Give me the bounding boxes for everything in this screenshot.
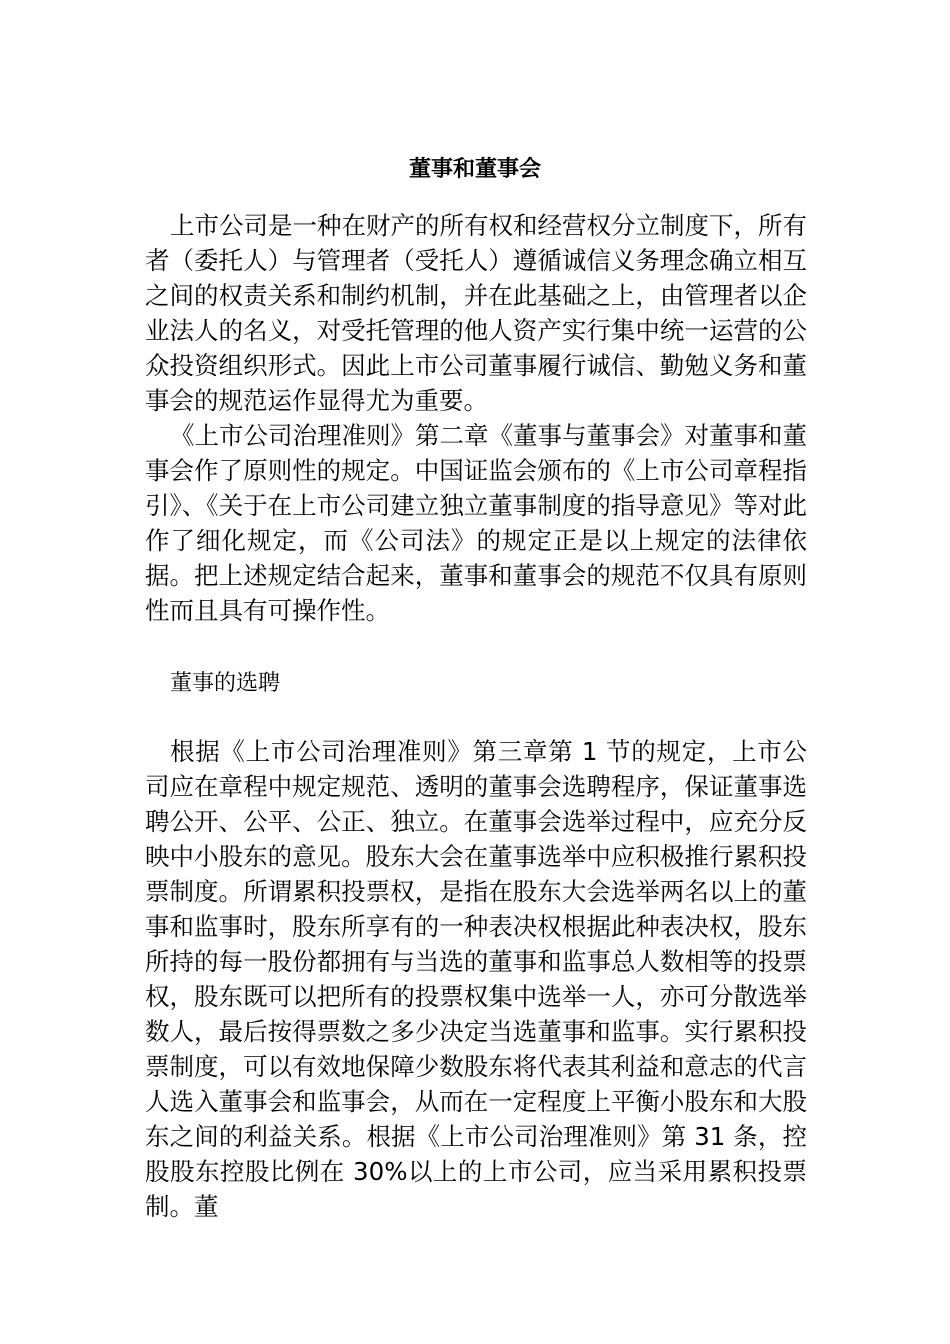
section-heading-director-selection: 董事的选聘: [170, 671, 281, 696]
paragraph-director-selection: 根据《上市公司治理准则》第三章第 1 节的规定，上市公司应在章程中规定规范、透明的董事会选聘程序，保证董事选聘公开、公平、公正、独立。在董事会选举过程中，应充分反映中小股东的意见。股东大会在董事选举中应积极推行累积投票制度。所谓累积投票权，是指在股东大会选举两名以上的董事和监事时，股东所享有的一种表决权根据此种表决权，股东所持的每一股份都拥有与当选的董事和监事总人数相等的投票权，股东既可以把所有的投票权集中选举一人，亦可分散选举数人，最后按得票数之多少决定当选董事和监事。实行累积投票制度，可以有效地保障少数股东将代表其利益和意志的代言人选入董事会和监事会，从而在一定程度上平衡小股东和大股东之间的利益关系。根据《上市公司治理准则》第 31 条，控股股东控股比例在 30%以上的上市公司，应当采用累积投票制。董: [145, 737, 807, 1221]
document-title: 董事和董事会: [408, 157, 541, 182]
paragraph-governance-rules: 《上市公司治理准则》第二章《董事与董事会》对董事和董事会作了原则性的规定。中国证监会颁布的《上市公司章程指引》、《关于在上市公司建立独立董事制度的指导意见》等对此作了细化规定，而《公司法》的规定正是以上规定的法律依据。把上述规定结合起来，董事和董事会的规范不仅具有原则性而且具有可操作性。: [145, 421, 807, 625]
paragraph-intro: 上市公司是一种在财产的所有权和经营权分立制度下，所有者（委托人）与管理者（受托人）遵循诚信义务理念确立相互之间的权责关系和制约机制，并在此基础之上，由管理者以企业法人的名义，对受托管理的他人资产实行集中统一运营的公众投资组织形式。因此上市公司董事履行诚信、勤勉义务和董事会的规范运作显得尤为重要。: [145, 211, 807, 415]
